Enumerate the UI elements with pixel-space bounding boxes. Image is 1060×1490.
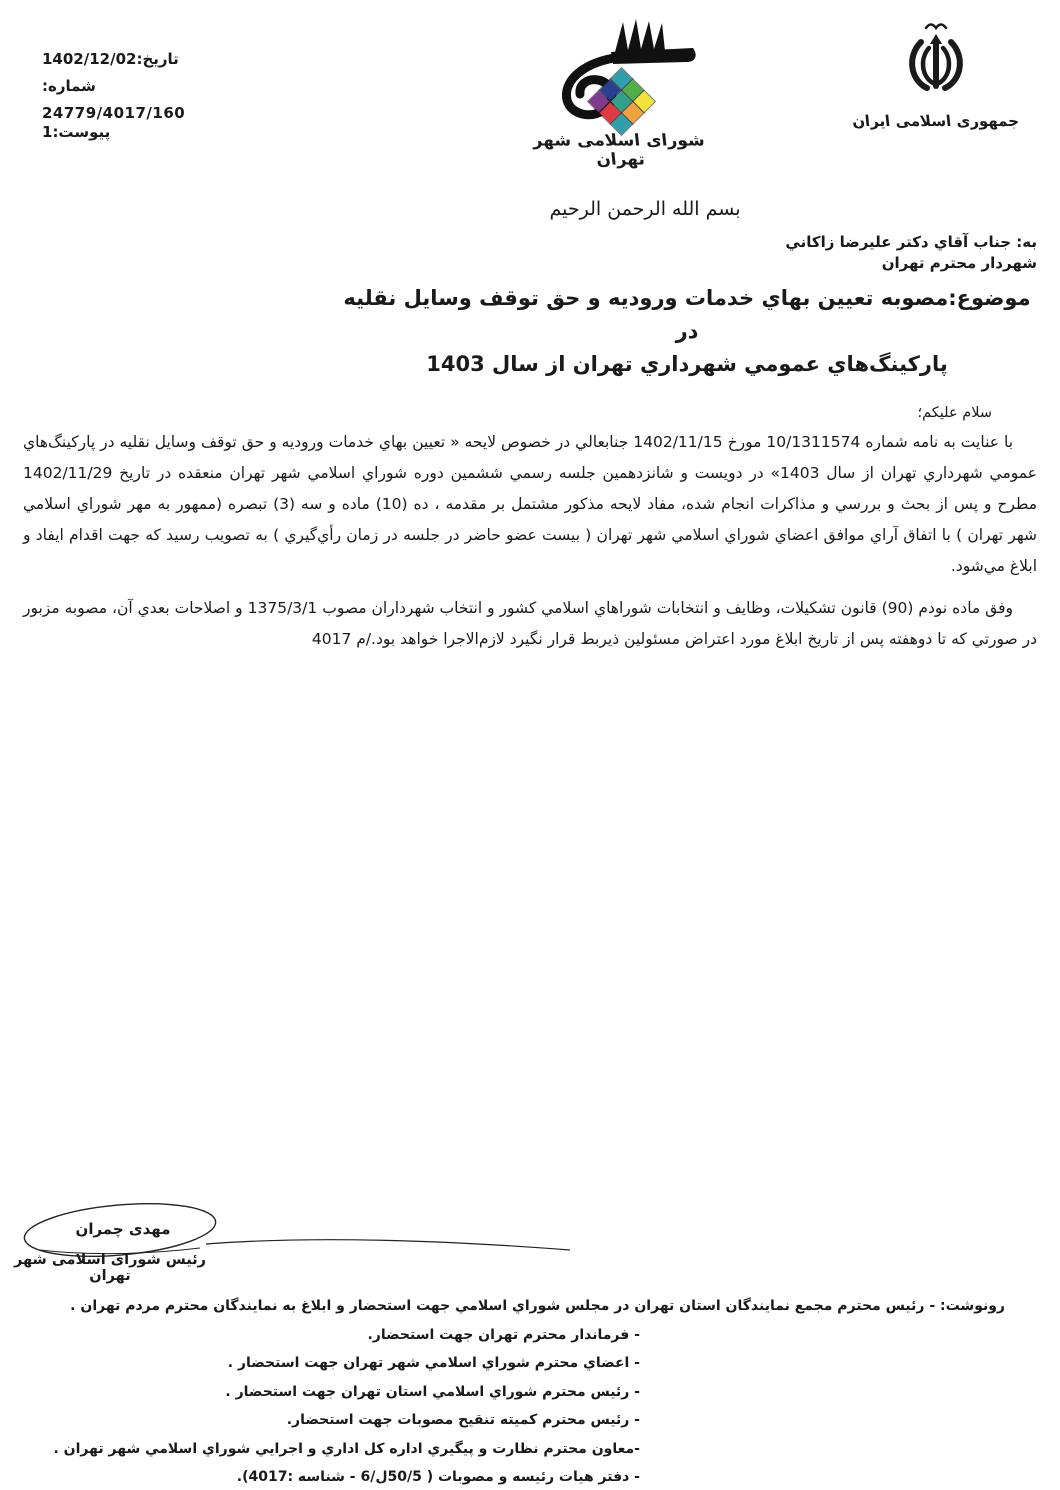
cc-item: - اعضاي محترم شوراي اسلامي شهر تهران جهت استحضار . bbox=[227, 1355, 640, 1371]
signature-title: رئیس شورای اسلامی شهر تهران bbox=[13, 1252, 207, 1284]
letter-number-value: 24779/4017/160 bbox=[42, 104, 186, 122]
body-paragraph-2: وفق ماده نودم (90) قانون تشكیلات، وظایف و انتخابات شوراهاي اسلامي كشور و انتخاب شهرداران مصوب 1375/3/1 و اصلاحات بعدي آن، مصوبه مزبور در صورتي كه تا دوهفته پس از تاریخ ابلاغ مورد اعتراض مسئولین ذیربط قرار نگیرد لازم‌الاجرا خواهد بود./م 4017 bbox=[23, 599, 1037, 648]
cc-list bbox=[40, 1292, 1005, 1490]
body-paragraph-1: با عنایت به نامه شماره 10/1311574 مورخ 1402/11/15 جنابعالي در خصوص لایحه « تعیین بهاي خدمات ورودیه و حق توقف وسایل نقلیه در پارکینگ‌هاي عمومي شهرداري تهران از سال 1403» در دویست و شانزدهمین جلسه رسمي ششمین دوره شوراي اسلامي شهر تهران منعقده در تاریخ 1402/11/29 مطرح و پس از بحث و بررسي و مذاکرات انجام شده، مفاد لایحه مذکور مشتمل بر مقدمه ، ده (10) ماده و سه (3) تبصره (ممهور به مهر شوراي اسلامي شهر تهران ) با اتفاق آراي موافق اعضاي شوراي اسلامي شهر تهران ( بیست عضو حاضر در جلسه در زمان رأي‌گیري ) به تصویب رسید كه جهت اقدام ایفاد و ابلاغ مي‌شود. bbox=[23, 433, 1037, 575]
bismillah: بسم الله الرحمن الرحیم bbox=[549, 198, 741, 220]
salutation: سلام علیکم؛ bbox=[917, 405, 992, 421]
addressee-block bbox=[23, 232, 1037, 274]
cc-item: - رئیس محترم كمیته تنقیح مصوبات جهت استحضار. bbox=[286, 1412, 640, 1428]
iran-emblem-caption: جمهوری اسلامی ایران bbox=[851, 112, 1020, 130]
letter-number-label: شماره: bbox=[42, 77, 96, 95]
addressee-name: به: جناب آقاي دكتر عليرضا زاكاني bbox=[785, 233, 1037, 251]
subject-line-2: پارکینگ‌هاي عمومي شهرداري تهران از سال 1403 bbox=[426, 352, 948, 376]
cc-item: -معاون محترم نظارت و پیگیري اداره كل اداري و اجرایي شوراي اسلامي شهر تهران . bbox=[53, 1440, 640, 1457]
subject-block bbox=[337, 282, 1037, 381]
letter-date: تاریخ:1402/12/02 bbox=[42, 50, 179, 68]
cc-item: - دفتر هیات رئیسه و مصوبات ( 50/5ل/6 - شناسه :4017). bbox=[236, 1469, 640, 1485]
council-logo-caption: شورای اسلامی شهر تهران bbox=[531, 131, 706, 169]
signature-name: مهدی چمران bbox=[75, 1220, 171, 1238]
cc-item: - رئیس محترم شوراي اسلامي استان تهران جهت استحضار . bbox=[225, 1383, 640, 1400]
letter-attachment: پیوست:1 bbox=[42, 123, 111, 141]
signature-block bbox=[10, 1198, 610, 1288]
cc-item: - فرماندار محترم تهران جهت استحضار. bbox=[367, 1326, 640, 1343]
addressee-title: شهردار محترم تهران bbox=[881, 254, 1037, 272]
subject-line-1: موضوع:مصوبه تعیین بهاي خدمات ورودیه و حق توقف وسایل نقلیه در bbox=[343, 286, 1031, 343]
cc-item: رونوشت: - رئیس محترم مجمع نمایندگان استان تهران در مجلس شوراي اسلامي جهت استحضار و ابلاغ به نمایندگان محترم مردم تهران . bbox=[70, 1298, 1005, 1314]
letter-content bbox=[0, 0, 1060, 655]
